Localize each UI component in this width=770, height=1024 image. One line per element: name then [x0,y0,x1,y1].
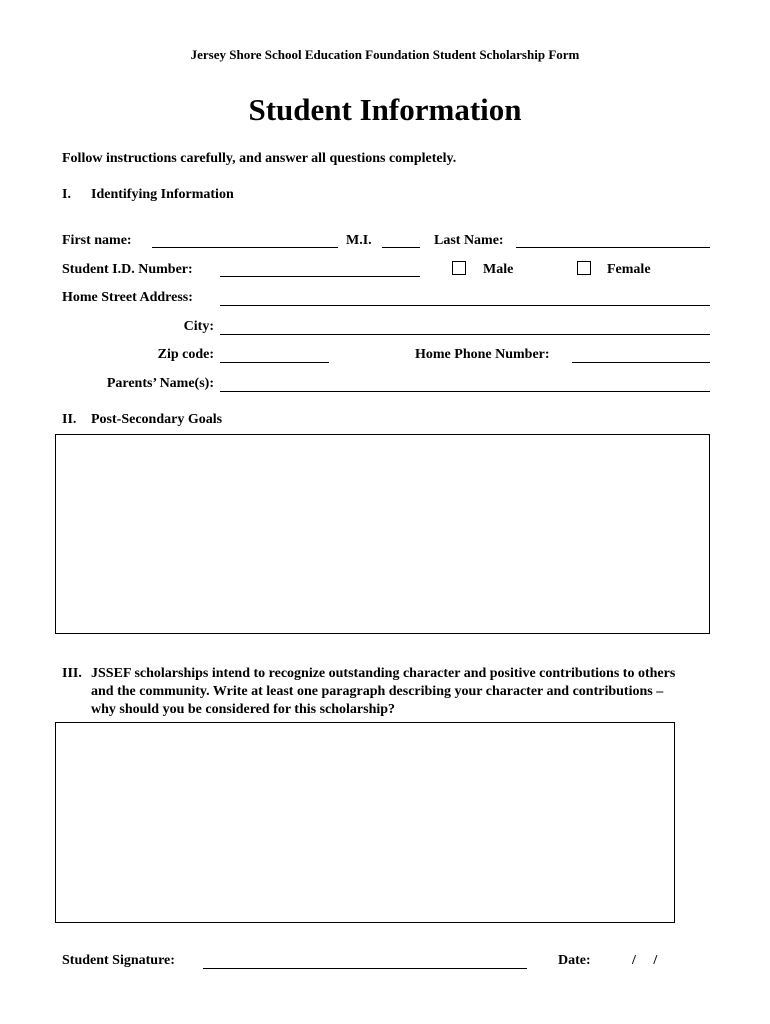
document-header: Jersey Shore School Education Foundation Student Scholarship Form [190,47,580,62]
first-name-input[interactable] [152,247,338,248]
female-checkbox[interactable] [577,261,591,275]
signature-input[interactable] [203,968,527,969]
student-id-input[interactable] [220,276,420,277]
male-checkbox[interactable] [452,261,466,275]
instructions-text: Follow instructions carefully, and answer all questions completely. [62,151,457,166]
male-label: Male [483,262,514,277]
city-input[interactable] [220,334,710,335]
section-2-title: Post-Secondary Goals [91,412,223,427]
section-3-number: III. [62,666,82,681]
section-1-title: Identifying Information [91,187,234,202]
date-input[interactable]: / / [632,953,658,968]
city-label: City: [183,319,214,334]
female-label: Female [607,262,651,277]
date-label: Date: [558,953,591,968]
first-name-label: First name: [62,233,132,248]
home-address-input[interactable] [220,305,710,306]
home-address-label: Home Street Address: [62,290,193,305]
zip-label: Zip code: [157,347,214,362]
student-id-label: Student I.D. Number: [62,262,193,277]
parents-label: Parents’ Name(s): [106,376,214,391]
mi-label: M.I. [346,233,372,248]
signature-label: Student Signature: [62,953,175,968]
last-name-input[interactable] [516,247,710,248]
section-3-prompt: JSSEF scholarships intend to recognize outstanding character and positive contributions to others and the community. Write at least one paragraph describing your character and contributions – why should you be considered for this scholarship? [91,666,676,717]
section-1-number: I. [62,187,71,202]
home-phone-input[interactable] [572,362,710,363]
character-contributions-textarea[interactable] [55,722,675,923]
zip-input[interactable] [220,362,329,363]
post-secondary-goals-textarea[interactable] [55,434,710,634]
page-title: Student Information [248,92,522,127]
home-phone-label: Home Phone Number: [415,347,550,362]
section-2-number: II. [62,412,77,427]
mi-input[interactable] [382,247,420,248]
parents-input[interactable] [220,391,710,392]
last-name-label: Last Name: [434,233,504,248]
